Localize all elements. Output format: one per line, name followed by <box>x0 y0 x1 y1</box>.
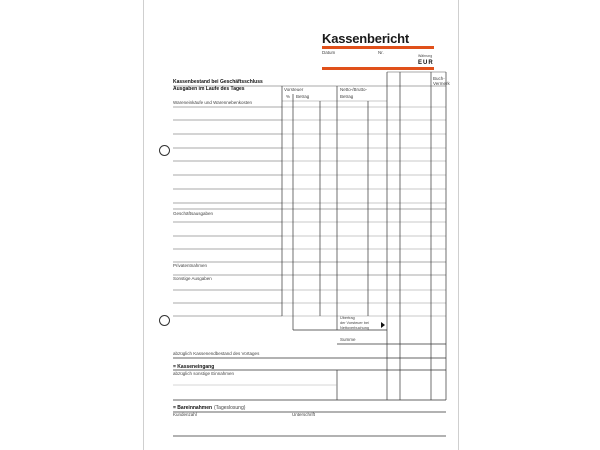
vorsteuer-betrag-header: Betrag <box>296 94 310 99</box>
netto-betrag-header: Betrag <box>340 94 354 99</box>
page-title: Kassenbericht <box>322 31 409 46</box>
tageslosung-label: (Tageslosung) <box>214 405 246 411</box>
kundenzahl-label[interactable]: Kundenzahl <box>173 412 197 417</box>
uebertrag-label-2: der Vorsteuer bei <box>340 321 369 325</box>
ausgaben-heading: Ausgaben im Laufe des Tages <box>173 86 245 92</box>
geschaeftsausgaben-label: Geschäftsausgaben <box>173 211 214 216</box>
privatentnahmen-label: Privatentnahmen <box>173 263 208 268</box>
nr-label[interactable]: Nr. <box>378 50 384 55</box>
percent-header: % <box>286 94 291 99</box>
uebertrag-label-1: Übertrag <box>340 316 355 320</box>
kassenbestand-heading: Kassenbestand bei Geschäftsschluss <box>173 79 263 85</box>
netto-brutto-header: Netto-/Brutto- <box>340 87 368 92</box>
sonstige-ausgaben-label: Sonstige Ausgaben <box>173 276 212 281</box>
summe-label: Summe <box>340 337 356 342</box>
bareinnahmen-label: = Bareinnahmen <box>173 405 213 411</box>
datum-label[interactable]: Datum <box>322 50 336 55</box>
buch-header-2: Vermerk <box>433 81 450 86</box>
vorsteuer-header: Vorsteuer <box>284 87 304 92</box>
uebertrag-label-3: Nettoverbuchung <box>340 326 369 330</box>
buch-header-1: Buch- <box>433 76 445 81</box>
kasseneingang-label: = Kasseneingang <box>173 364 215 370</box>
kassenendbestand-label: abzüglich Kassenendbestand des Vortages <box>173 351 260 356</box>
waehrung-label: Währung <box>418 54 433 58</box>
unterschrift-label[interactable]: Unterschrift <box>292 412 316 417</box>
sonstige-einnahmen-label: abzüglich sonstige Einnahmen <box>173 371 235 376</box>
currency-label: EUR <box>418 60 434 66</box>
wareneinkaeufe-label: Wareneinkäufe und Warennebenkosten <box>173 100 252 105</box>
